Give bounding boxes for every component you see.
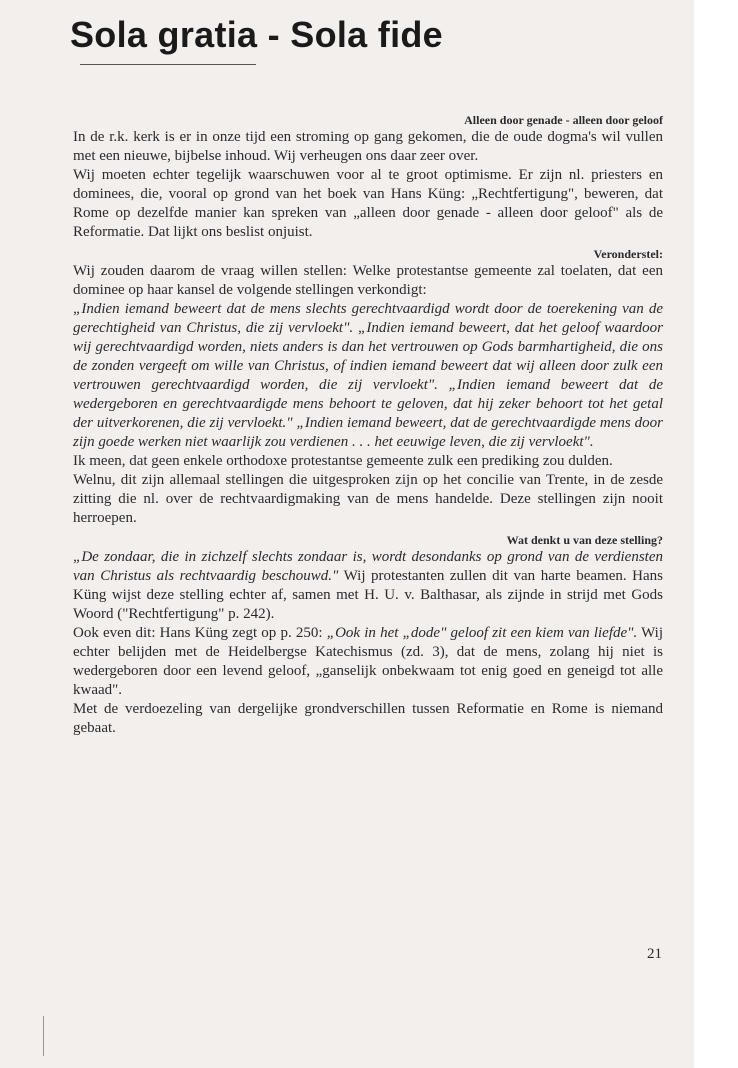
page-title: Sola gratia - Sola fide <box>70 14 443 55</box>
scan-edge-mark <box>43 1016 44 1056</box>
paragraph: Wij moeten echter tegelijk waarschuwen voor al te groot optimisme. Er zijn nl. priesters en dominees, die, vooral op grond van het boek van Hans Küng: „Rechtfertigung", beweren, dat Rome op dezelfde manier kan spreken van „alleen door genade - alleen door geloof" als de Reformatie. Dat lijkt ons beslist onjuist. <box>73 167 663 240</box>
paragraph <box>73 548 663 624</box>
title-underline <box>80 64 256 65</box>
section-heading: Alleen door genade - alleen door geloof <box>464 113 663 127</box>
paragraph <box>73 624 663 700</box>
paragraph: Welnu, dit zijn allemaal stellingen die uitgesproken zijn op het concilie van Trente, in de zesde zitting die nl. over de rechtvaardigmaking van de mens handelde. Deze stellingen zijn nooit herroepen. <box>73 472 663 526</box>
quoted-statements: „Indien iemand beweert dat de mens slechts gerechtvaardigd wordt door de toerekening van de gerechtigheid van Christus, die zij vervloekt". „Indien iemand beweert, dat het geloof waardoor wij gerechtvaardigd worden, niets anders is dan het vertrouwen op Gods barmhartigheid, die ons de zonden vergeeft om wille van Christus, of indien iemand beweert dat wij alleen door zulk een vertrouwen gerechtvaardigd worden, die zij vervloekt". „Indien iemand beweert dat de wedergeboren en gerechtvaardigde mens behoort te geloven, dat hij zeker behoort tot het getal der uitverkorenen, die zij vervloekt." „Indien iemand beweert, dat de gerechtvaardigde mens door zijn goede werken niet waarlijk zou verdienen . . . het eeuwige leven, die zij vervloekt". <box>73 301 663 450</box>
paragraph: In de r.k. kerk is er in onze tijd een stroming op gang gekomen, die de oude dogma's wil vullen met een nieuwe, bijbelse inhoud. Wij verheugen ons daar zeer over. <box>73 129 663 164</box>
text: Ook even dit: Hans Küng zegt op p. 250: <box>73 625 327 641</box>
paragraph: Wij zouden daarom de vraag willen stellen: Welke protestantse gemeente zal toelaten, dat een dominee op haar kansel de volgende stellingen verkondigt: <box>73 263 663 298</box>
page-number: 21 <box>647 946 662 962</box>
quote-followup: Wij protestanten zullen dit van harte beamen. Hans Küng wijst deze stelling echter af, samen met H. U. v. Balthasar, als zijnde in strijd met Gods Woord ("Rechtfertigung" p. 242). <box>73 568 663 622</box>
quote: „De zondaar, die in zichzelf slechts zondaar is, wordt desondanks op grond van de verdiensten van Christus als rechtvaardig beschouwd." <box>73 549 663 584</box>
section-heading: Wat denkt u van deze stelling? <box>506 533 663 547</box>
text: Wij echter belijden met de Heidelbergse Katechismus (zd. 3), dat de mens, zolang hij niet is wedergeboren door een levend geloof, „ganselijk onbekwaam tot enig goed en geneigd tot alle kwaad". <box>73 625 663 698</box>
article-body <box>73 112 663 738</box>
paragraph: Ik meen, dat geen enkele orthodoxe protestantse gemeente zulk een prediking zou dulden. <box>73 453 613 469</box>
quote: „Ook in het „dode" geloof zit een kiem van liefde". <box>326 625 638 641</box>
paragraph: Met de verdoezeling van dergelijke grondverschillen tussen Reformatie en Rome is niemand gebaat. <box>73 701 663 736</box>
section-heading: Veronderstel: <box>593 247 663 261</box>
